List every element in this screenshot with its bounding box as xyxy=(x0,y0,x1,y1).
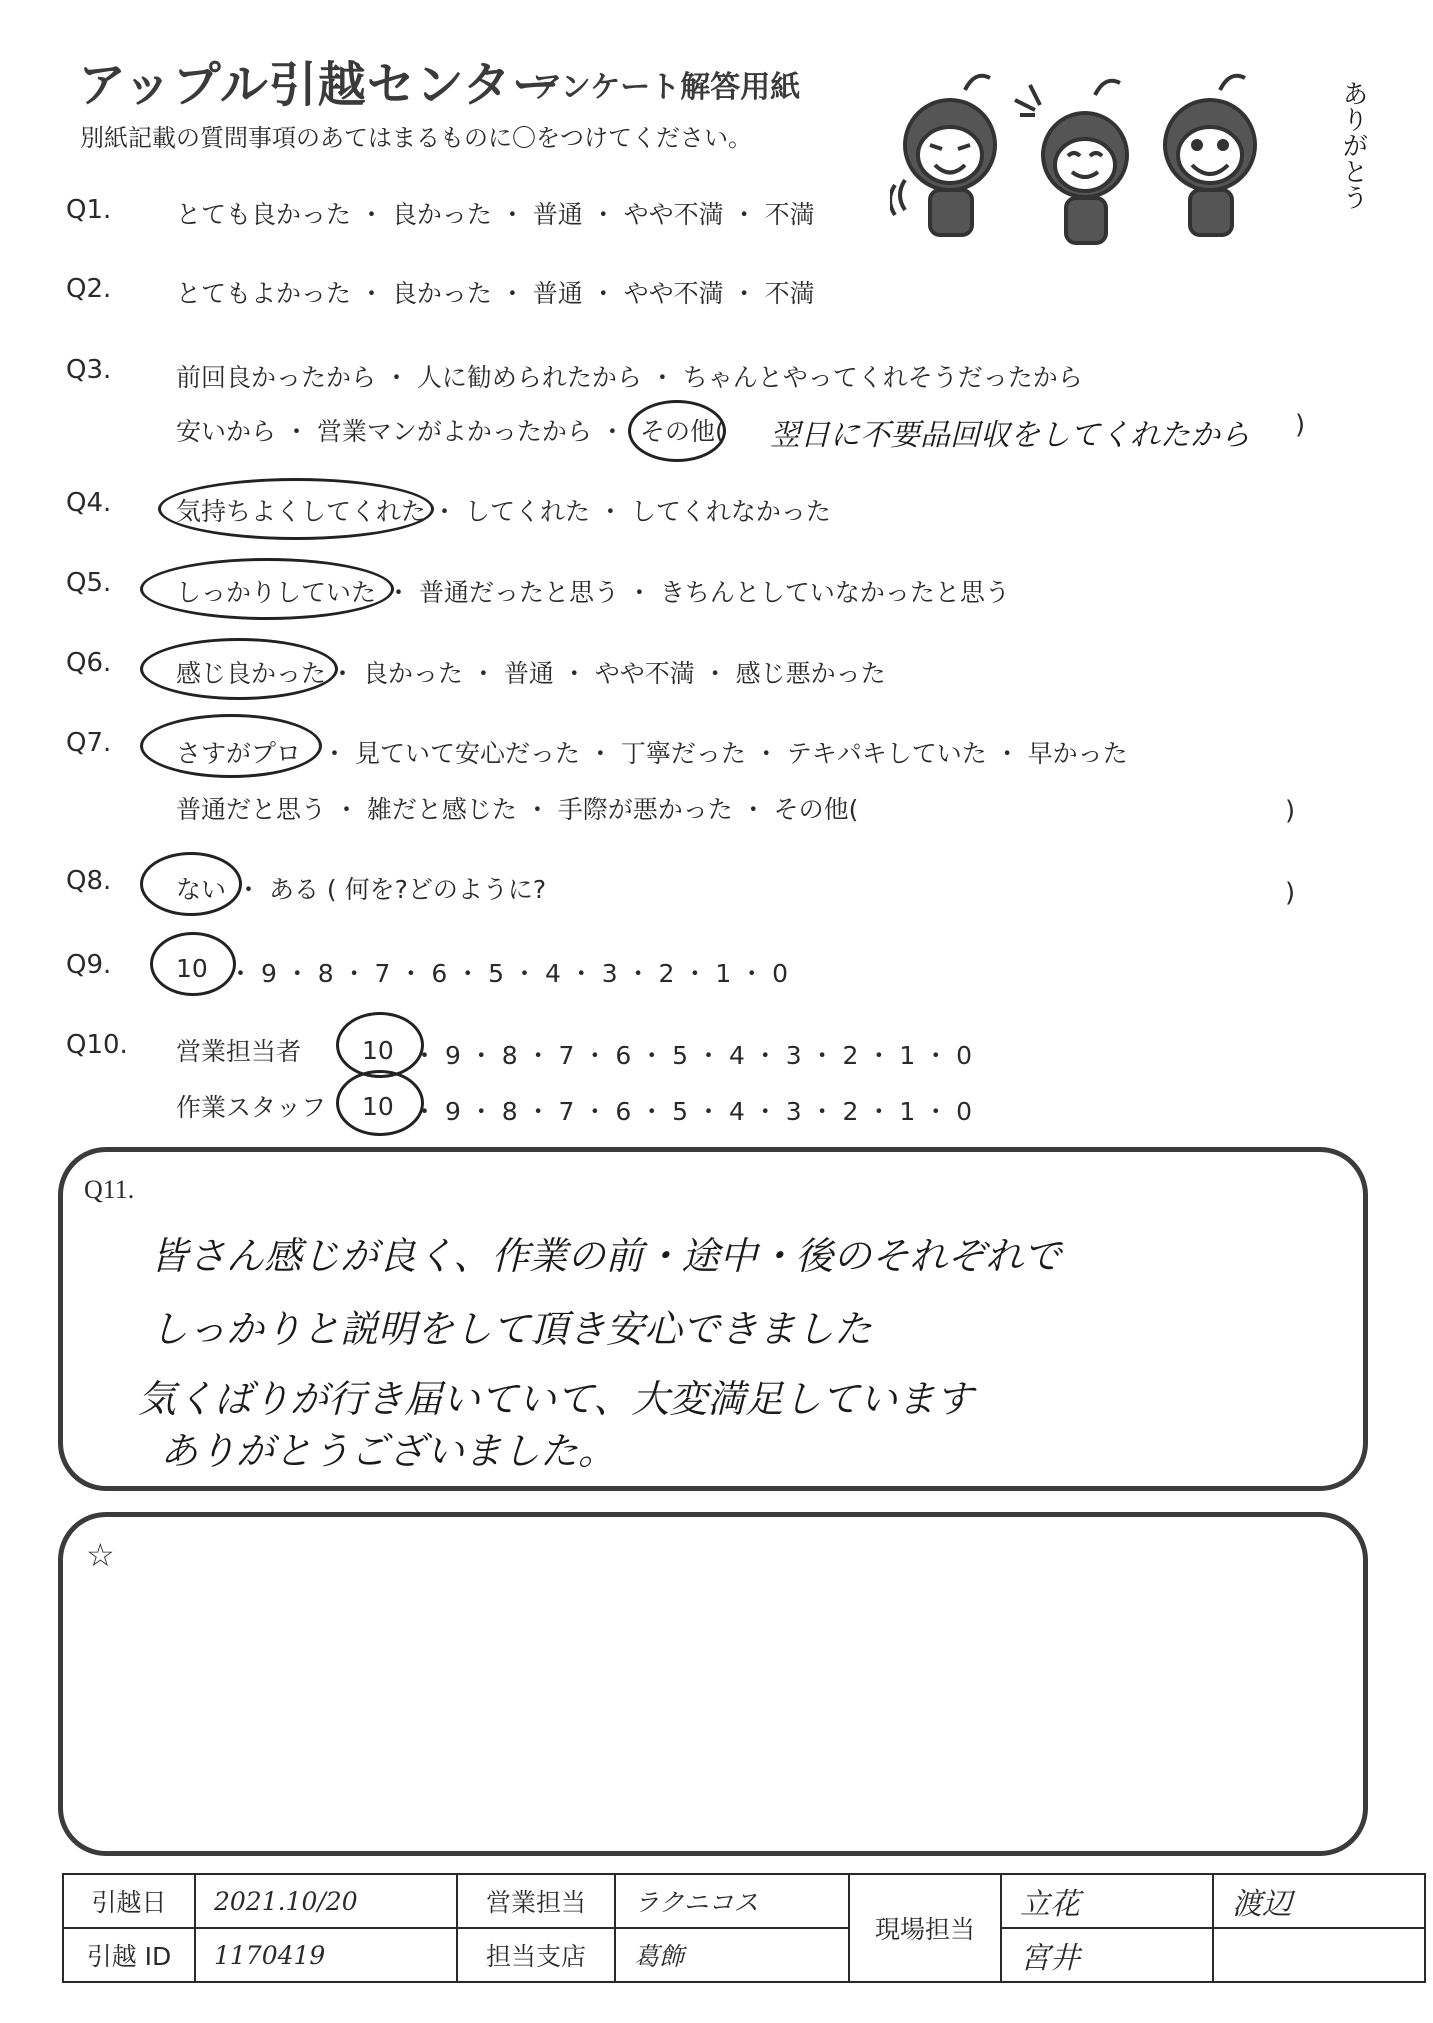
q3-options-line2: 安いから ・ 営業マンがよかったから ・ xyxy=(176,417,625,446)
sales-value: ラクニコス xyxy=(615,1874,849,1928)
q6-selected-option: 感じ良かった xyxy=(176,659,327,688)
q8-close-paren: ) xyxy=(1285,878,1296,908)
q10-sales-scale: ・ 9 ・ 8 ・ 7 ・ 6 ・ 5 ・ 4 ・ 3 ・ 2 ・ 1 ・ 0 xyxy=(412,1041,973,1070)
q10-staff-selection-circle xyxy=(336,1070,424,1136)
star-icon: ☆ xyxy=(86,1536,115,1574)
q10-staff-scale: ・ 9 ・ 8 ・ 7 ・ 6 ・ 5 ・ 4 ・ 3 ・ 2 ・ 1 ・ 0 xyxy=(412,1097,973,1126)
page-title: アップル引越センター xyxy=(78,57,561,113)
mascot-caption: ありがとう xyxy=(1338,80,1368,210)
q11-comment-line-1: 皆さん感じが良く、作業の前・途中・後のそれぞれで xyxy=(150,1234,1062,1278)
q8-other-options: ・ ある ( 何を?どのように? xyxy=(236,875,547,904)
site-staff-4 xyxy=(1213,1928,1425,1982)
q4-other-options: ・ してくれた ・ してくれなかった xyxy=(432,497,831,526)
q11-comment-line-3: 気くばりが行き届いていて、大変満足しています xyxy=(138,1377,974,1421)
q3-close-paren: ) xyxy=(1295,410,1306,440)
q7-selection-circle xyxy=(140,714,322,778)
q3-selection-circle xyxy=(628,400,726,462)
branch-label: 担当支店 xyxy=(457,1928,615,1982)
q1-label: Q1. xyxy=(66,195,112,225)
mascot-illustration xyxy=(890,60,1350,260)
q10-label: Q10. xyxy=(66,1030,128,1060)
site-staff-1: 立花 xyxy=(1001,1874,1213,1928)
q9-selected-score: 10 xyxy=(176,954,208,983)
q3-other-answer: 翌日に不要品回収をしてくれたから xyxy=(770,418,1250,453)
moving-date-value: 2021.10/20 xyxy=(195,1874,457,1928)
q7-selected-option: さすがプロ xyxy=(176,739,302,768)
q11-comment-line-2: しっかりと説明をして頂き安心できました xyxy=(150,1307,873,1351)
q6-selection-circle xyxy=(140,638,338,700)
q9-scale: ・ 9 ・ 8 ・ 7 ・ 6 ・ 5 ・ 4 ・ 3 ・ 2 ・ 1 ・ 0 xyxy=(228,959,789,988)
instruction-text: 別紙記載の質問事項のあてはまるものに〇をつけてください。 xyxy=(80,124,752,152)
moving-id-value: 1170419 xyxy=(195,1928,457,1982)
q5-selected-option: しっかりしていた xyxy=(176,578,377,607)
q1-options: とても良かった ・ 良かった ・ 普通 ・ やや不満 ・ 不満 xyxy=(176,200,815,229)
site-label: 現場担当 xyxy=(849,1874,1001,1982)
footer-info-table xyxy=(62,1873,1426,1983)
q5-selection-circle xyxy=(140,558,394,620)
q2-options: とてもよかった ・ 良かった ・ 普通 ・ やや不満 ・ 不満 xyxy=(176,279,815,308)
q11-comment-line-4: ありがとうございました。 xyxy=(160,1429,617,1473)
q3-options-line1: 前回良かったから ・ 人に勧められたから ・ ちゃんとやってくれそうだったから xyxy=(176,363,1083,392)
q8-selection-circle xyxy=(140,852,242,916)
moving-id-label: 引越 ID xyxy=(63,1928,195,1982)
q6-other-options: ・ 良かった ・ 普通 ・ やや不満 ・ 感じ悪かった xyxy=(330,659,886,688)
q7-label: Q7. xyxy=(66,728,112,758)
q2-label: Q2. xyxy=(66,274,112,304)
q4-label: Q4. xyxy=(66,488,112,518)
site-staff-3: 宮井 xyxy=(1001,1928,1213,1982)
q7-close-paren: ) xyxy=(1285,796,1296,826)
q3-label: Q3. xyxy=(66,355,112,385)
site-staff-2: 渡辺 xyxy=(1213,1874,1425,1928)
q10-sales-selected-score: 10 xyxy=(362,1036,394,1065)
q6-label: Q6. xyxy=(66,648,112,678)
q9-selection-circle xyxy=(150,932,236,996)
q5-other-options: ・ 普通だったと思う ・ きちんとしていなかったと思う xyxy=(386,578,1010,607)
q8-selected-option: ない xyxy=(176,875,227,904)
q9-label: Q9. xyxy=(66,950,112,980)
star-comment-box xyxy=(58,1512,1368,1856)
q11-label: Q11. xyxy=(84,1175,135,1204)
q10-staff-selected-score: 10 xyxy=(362,1092,394,1121)
moving-date-label: 引越日 xyxy=(63,1874,195,1928)
branch-value: 葛飾 xyxy=(615,1928,849,1982)
page-subtitle: アンケート解答用紙 xyxy=(532,70,801,105)
q4-selection-circle xyxy=(158,478,434,540)
q10-sales-label: 営業担当者 xyxy=(176,1037,302,1066)
q7-other-options: ・ 見ていて安心だった ・ 丁寧だった ・ テキパキしていた ・ 早かった xyxy=(322,739,1128,768)
q7-options-line2: 普通だと思う ・ 雑だと感じた ・ 手際が悪かった ・ その他( xyxy=(176,795,859,824)
q8-label: Q8. xyxy=(66,866,112,896)
sales-label: 営業担当 xyxy=(457,1874,615,1928)
q3-other-option: その他( xyxy=(640,417,725,446)
q4-selected-option: 気持ちよくしてくれた xyxy=(176,497,427,526)
q5-label: Q5. xyxy=(66,568,112,598)
q10-sales-selection-circle xyxy=(336,1012,424,1078)
q10-staff-label: 作業スタッフ xyxy=(176,1093,327,1122)
